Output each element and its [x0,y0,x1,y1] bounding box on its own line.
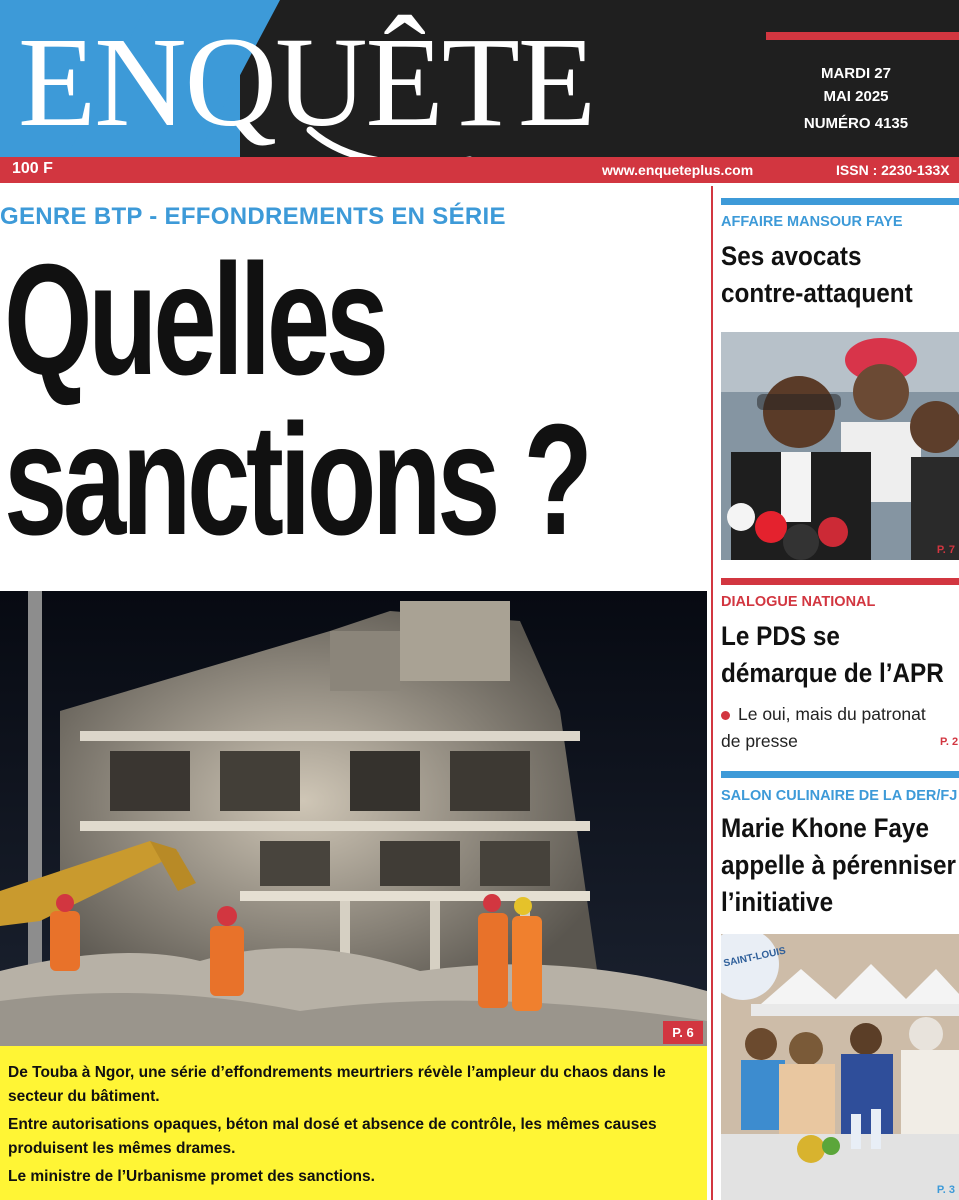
story-3-page-badge: P. 3 [936,1184,955,1196]
headline-line-1: Quelles [4,232,385,408]
story-1-accent-bar [721,198,959,205]
photo-page-badge: P. 6 [663,1021,703,1044]
logo-swash-icon [300,120,480,157]
summary-line-5: Le ministre de l’Urbanisme promet des sanctions. [8,1168,375,1185]
story-3-headline[interactable] [721,810,957,921]
date-day: MARDI 27 [820,65,891,82]
story-3-headline-line-1: Marie Khone Faye [721,813,929,843]
column-divider [711,186,713,1200]
summary-line-3: Entre autorisations opaques, béton mal dosé et absence de contrôle, les mêmes causes [8,1116,657,1133]
story-2-page-badge: P. 2 [940,736,959,748]
info-bar [0,157,959,183]
culinary-fair-illustration [721,934,959,1200]
story-2-headline-line-1: Le PDS se [721,621,840,651]
summary-line-1: De Touba à Ngor, une série d’effondrements meurtriers révèle l’ampleur du chaos dans le [8,1064,666,1081]
collapsed-building-illustration [0,591,707,1046]
story-3-photo-culinary-fair[interactable] [721,934,959,1200]
lead-kicker: GENRE BTP - EFFONDREMENTS EN SÉRIE [0,203,506,230]
summary-line-4: produisent les mêmes drames. [8,1140,236,1157]
story-2-subhead [721,701,959,755]
story-1-page-badge: P. 7 [936,544,955,556]
summary-line-2: secteur du bâtiment. [8,1088,160,1105]
story-2-subhead-line-2: de presse [721,731,798,751]
story-1-photo-lawyers[interactable] [721,332,959,560]
tent-sign-text: SAINT-LOUIS [722,945,787,970]
price-label: 100 F [12,160,53,177]
press-scrum-illustration [721,332,959,560]
story-2-accent-bar [721,578,959,585]
story-2-kicker: DIALOGUE NATIONAL [721,594,876,610]
headline-line-2: sanctions ? [4,392,589,568]
story-1-headline-line-2: contre-attaquent [721,278,913,308]
lead-photo-collapsed-building[interactable] [0,591,707,1046]
date-month-year: MAI 2025 [823,88,889,105]
story-3-headline-line-3: l’initiative [721,887,834,917]
bullet-icon [721,711,730,720]
story-1-headline[interactable] [721,238,946,312]
masthead [0,0,959,157]
issn-label: ISSN : 2230-133X [836,162,950,178]
story-2-headline[interactable] [721,618,946,692]
story-1-headline-line-1: Ses avocats [721,241,862,271]
story-2-subhead-line-1: Le oui, mais du patronat [738,704,926,724]
website-link[interactable]: www.enqueteplus.com [602,162,754,178]
issue-number: NUMÉRO 4135 [803,115,909,132]
story-3-headline-line-2: appelle à pérenniser [721,850,957,880]
story-1-kicker: AFFAIRE MANSOUR FAYE [721,214,903,230]
newspaper-logo[interactable]: ENQUÊTE [18,11,595,153]
story-3-accent-bar [721,771,959,778]
story-2-headline-line-2: démarque de l’APR [721,658,944,688]
masthead-red-stripe [766,32,959,40]
lead-headline[interactable] [4,232,589,568]
story-3-kicker: SALON CULINAIRE DE LA DER/FJ [721,788,958,804]
